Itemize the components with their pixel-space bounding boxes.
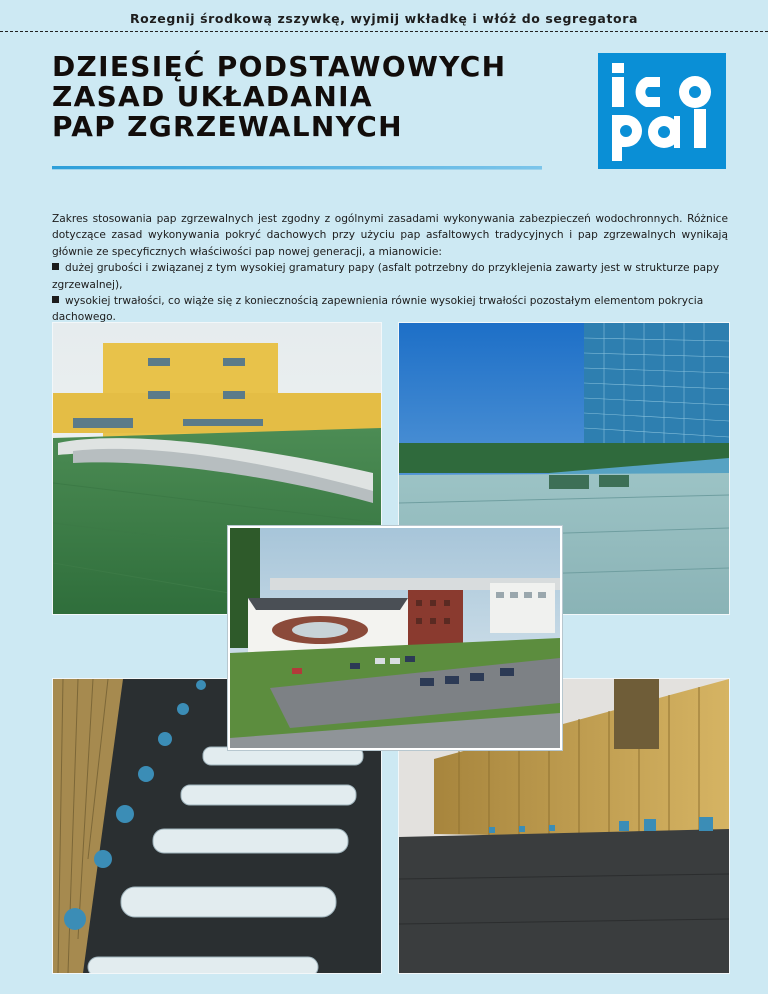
square-bullet-icon bbox=[52, 263, 59, 270]
title-line-1: DZIESIĘĆ PODSTAWOWYCH bbox=[52, 50, 507, 83]
intro-paragraph: Zakres stosowania pap zgrzewalnych jest zgodny z ogólnymi zasadami wykonywania zabezpieczeń wodochronnych. Różnice dotyczące zasad wykonywania pokryć dachowych przy użyciu pap asfaltowych tradycyjnych i pap zgrzewalnych wynikają głównie ze specyficznych właściwości pap nowej generacji, a mianowicie: bbox=[52, 213, 728, 258]
bullet-item bbox=[52, 293, 728, 326]
photo-building-parking-image bbox=[230, 528, 560, 748]
title-underline bbox=[52, 166, 542, 169]
bullet-text: dużej grubości i związanej z tym wysokiej gramatury papy (asfalt potrzebny do przyklejenia zawarty jest w strukturze papy zgrzewalnej), bbox=[52, 262, 720, 291]
icopal-logo-mark bbox=[598, 53, 726, 169]
cut-line-divider bbox=[0, 31, 768, 32]
title-line-3: PAP ZGRZEWALNYCH bbox=[52, 110, 403, 143]
photo-building-parking bbox=[228, 526, 562, 750]
header-strip bbox=[0, 0, 768, 34]
icopal-logo bbox=[598, 53, 726, 169]
bullet-text: wysokiej trwałości, co wiąże się z koniecznością zapewnienia równie wysokiej trwałości pozostałym elementom pokrycia dachowego. bbox=[52, 295, 704, 324]
bullet-item bbox=[52, 260, 728, 293]
intro-text bbox=[52, 211, 728, 326]
title-line-2: ZASAD UKŁADANIA bbox=[52, 80, 373, 113]
binder-instruction: Rozegnij środkową zszywkę, wyjmij wkładkę i włóż do segregatora bbox=[129, 11, 639, 26]
square-bullet-icon bbox=[52, 296, 59, 303]
page-title bbox=[52, 52, 572, 142]
